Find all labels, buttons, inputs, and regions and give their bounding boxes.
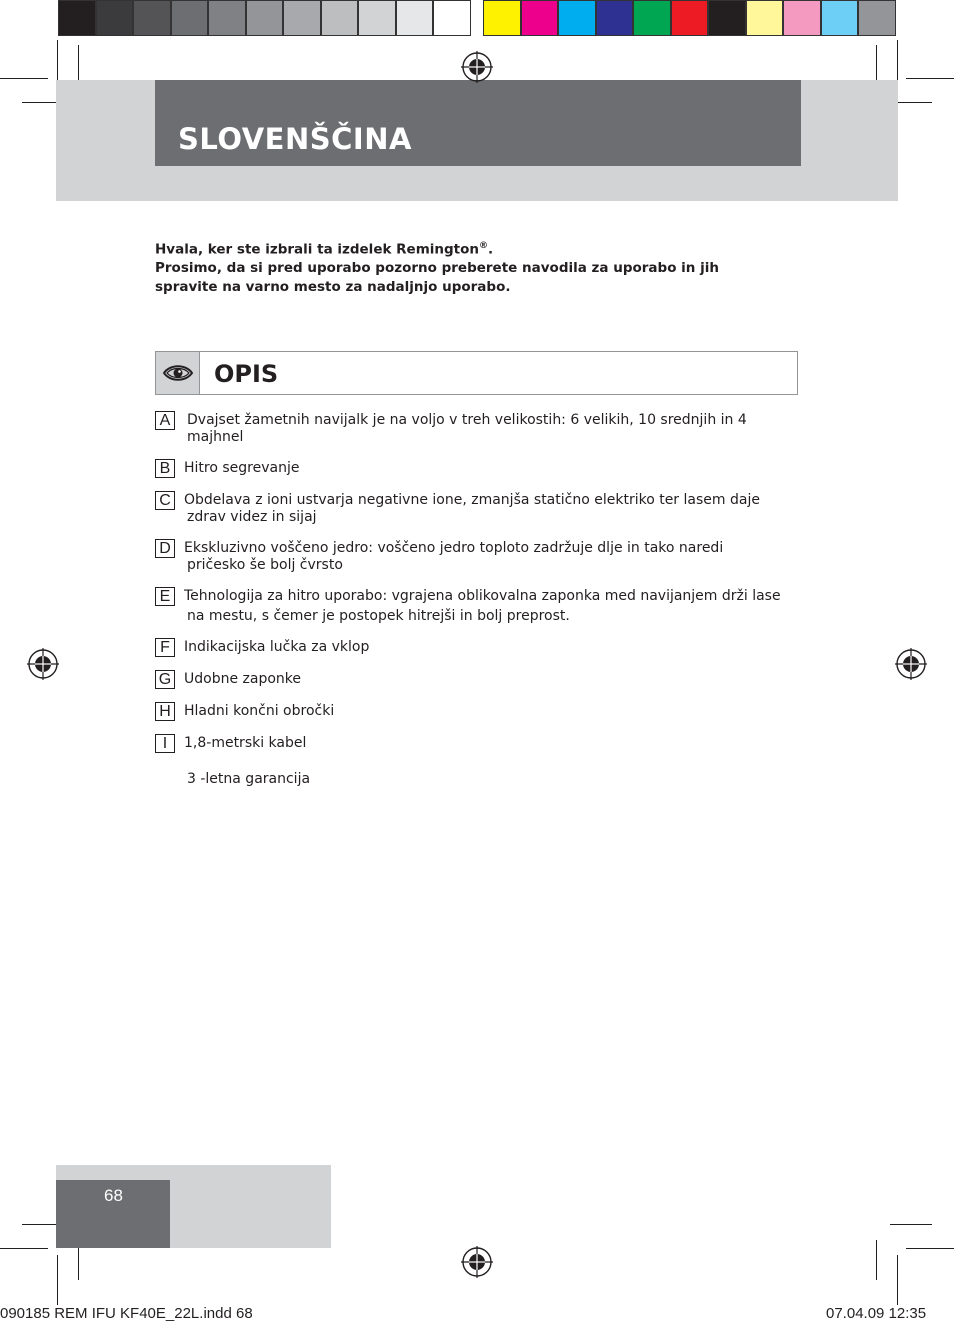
crop-mark xyxy=(57,1255,58,1305)
section-icon-box xyxy=(155,351,200,395)
color-swatch xyxy=(671,0,709,36)
file-slug: 090185 REM IFU KF40E_22L.indd 68 xyxy=(0,1305,253,1322)
color-swatch xyxy=(596,0,634,36)
color-swatch xyxy=(58,0,96,36)
item-text: 1,8-metrski kabel xyxy=(184,735,307,751)
color-swatch xyxy=(358,0,396,36)
section-title: OPIS xyxy=(214,360,279,388)
crop-mark xyxy=(0,78,48,79)
crop-mark xyxy=(906,78,954,79)
registration-mark-icon xyxy=(461,51,493,83)
crop-mark xyxy=(0,1248,48,1249)
item-letter-box: G xyxy=(155,670,175,689)
crop-mark xyxy=(876,1240,877,1280)
item-text: Dvajset žametnih navijalk je na voljo v treh velikostih: 6 velikih, 10 srednjih in 4 xyxy=(187,412,747,428)
intro-line-3: spravite na varno mesto za nadaljnjo uporabo. xyxy=(155,279,511,295)
item-text: Obdelava z ioni ustvarja negativne ione, zmanjša statično elektriko ter lasem daje xyxy=(184,492,760,508)
color-swatch xyxy=(283,0,321,36)
color-swatch xyxy=(521,0,559,36)
color-swatch xyxy=(483,0,521,36)
crop-mark xyxy=(906,1248,954,1249)
color-swatch xyxy=(396,0,434,36)
color-calibration-bar xyxy=(483,0,896,38)
item-letter-box: A xyxy=(155,411,175,430)
color-swatch xyxy=(208,0,246,36)
color-swatch xyxy=(783,0,821,36)
registration-mark-icon xyxy=(461,1246,493,1278)
item-text: Tehnologija za hitro uporabo: vgrajena oblikovalna zaponka med navijanjem drži lase xyxy=(184,588,781,604)
registration-mark-icon xyxy=(27,648,59,680)
gray-calibration-bar xyxy=(58,0,471,38)
eye-icon xyxy=(162,361,194,385)
color-swatch xyxy=(96,0,134,36)
item-letter-box: D xyxy=(155,539,175,558)
page-number: 68 xyxy=(104,1186,123,1205)
color-swatch xyxy=(708,0,746,36)
color-swatch xyxy=(858,0,896,36)
color-swatch xyxy=(171,0,209,36)
crop-mark xyxy=(890,1224,932,1225)
color-swatch xyxy=(321,0,359,36)
item-text-continued: pričesko še bolj čvrsto xyxy=(187,557,343,573)
item-text: Indikacijska lučka za vklop xyxy=(184,639,370,655)
item-letter-box: E xyxy=(155,587,175,606)
color-swatch xyxy=(821,0,859,36)
item-text: Ekskluzivno voščeno jedro: voščeno jedro toploto zadržuje dlje in tako naredi xyxy=(184,540,724,556)
intro-line-2: Prosimo, da si pred uporabo pozorno preberete navodila za uporabo in jih xyxy=(155,260,719,276)
item-letter-box: H xyxy=(155,702,175,721)
color-swatch xyxy=(746,0,784,36)
color-swatch xyxy=(433,0,471,36)
item-text: Hladni končni obročki xyxy=(184,703,335,719)
item-letter-box: I xyxy=(155,734,175,753)
item-text-continued: majhnel xyxy=(187,429,244,445)
item-text-continued: zdrav videz in sijaj xyxy=(187,509,317,525)
item-text: Hitro segrevanje xyxy=(184,460,300,476)
item-letter-box: B xyxy=(155,459,175,478)
color-swatch xyxy=(133,0,171,36)
color-swatch xyxy=(558,0,596,36)
registration-mark-icon xyxy=(895,648,927,680)
color-swatch xyxy=(633,0,671,36)
date-slug: 07.04.09 12:35 xyxy=(826,1305,927,1322)
item-letter-box: C xyxy=(155,491,175,510)
guarantee-text: 3 -letna garancija xyxy=(187,771,311,787)
item-letter-box: F xyxy=(155,638,175,657)
intro-line-1: Hvala, ker ste izbrali ta izdelek Remington®. xyxy=(155,241,494,258)
color-swatch xyxy=(246,0,284,36)
crop-mark xyxy=(897,1255,898,1305)
item-text: Udobne zaponke xyxy=(184,671,301,687)
page-title: SLOVENŠČINA xyxy=(178,122,412,156)
item-text-continued: na mestu, s čemer je postopek hitrejši in bolj preprost. xyxy=(187,608,570,624)
